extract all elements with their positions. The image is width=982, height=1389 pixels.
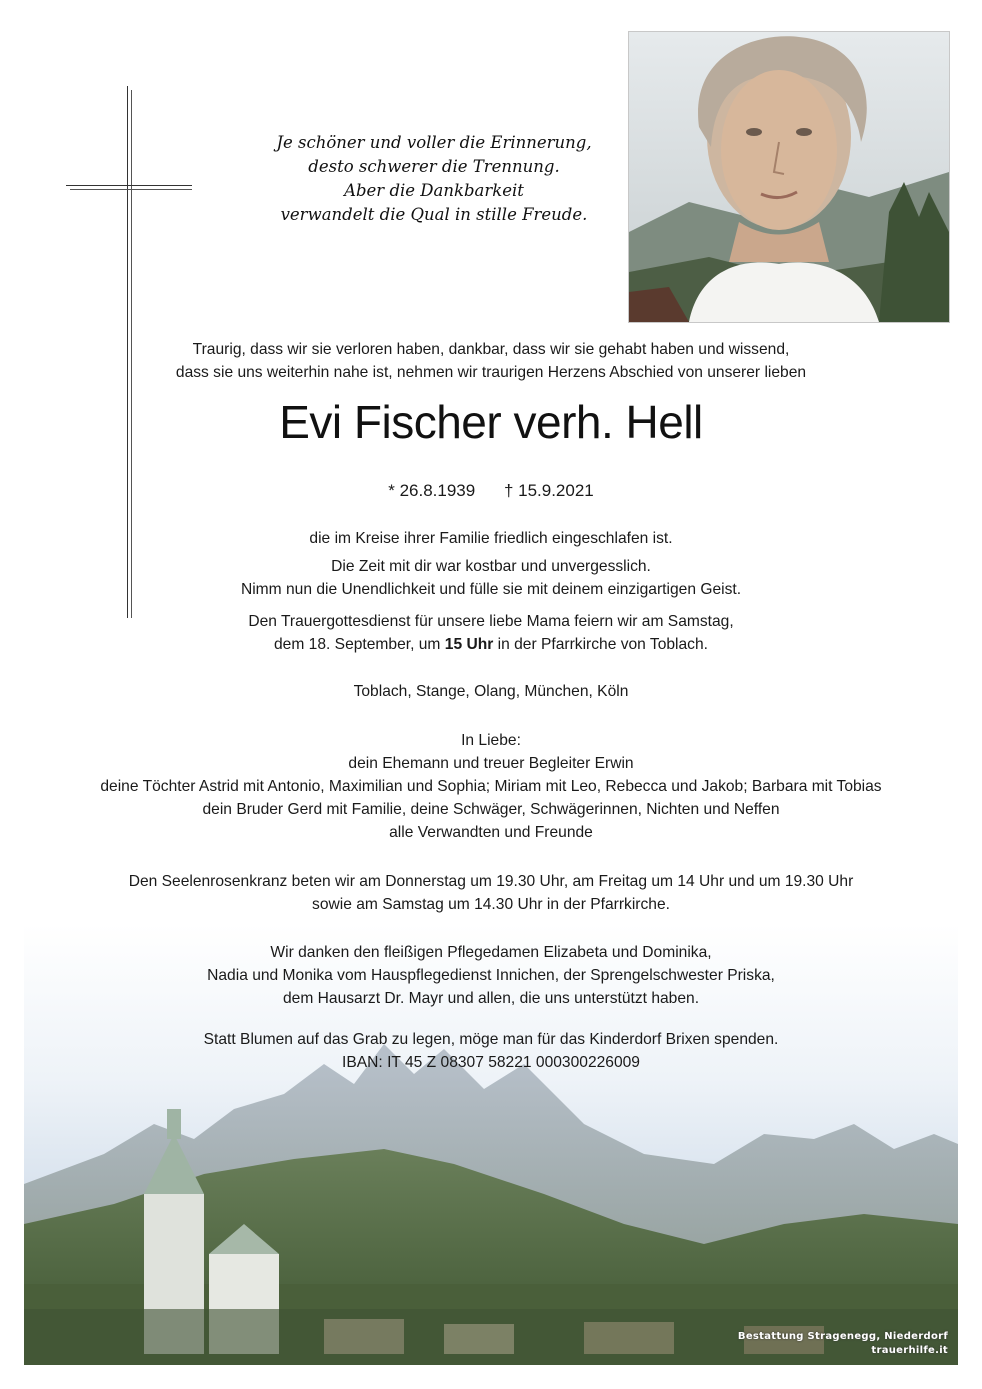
verse-text (24, 555, 958, 601)
passing-text (24, 527, 958, 550)
memorial-quote (214, 131, 654, 227)
mourners-heading: In Liebe: (461, 732, 521, 749)
iban-line: IBAN: IT 45 Z 08307 58221 000300226009 (342, 1054, 640, 1071)
mourner-line: alle Verwandten und Freunde (389, 824, 593, 841)
mourner-line: dein Bruder Gerd mit Familie, deine Schwäger, Schwägerinnen, Nichten und Neffen (202, 801, 780, 818)
thanks-line: Nadia und Monika vom Hauspflegedienst Innichen, der Sprengelschwester Priska, (207, 967, 775, 984)
portrait-photo (628, 31, 950, 323)
death-date: † 15.9.2021 (503, 481, 594, 500)
thanks-text (24, 941, 958, 1010)
mourner-line: deine Töchter Astrid mit Antonio, Maximilian und Sophia; Miriam mit Leo, Rebecca und Jakob; Barbara mit Tobias (100, 778, 882, 795)
intro-text (24, 338, 958, 384)
service-text: in der Pfarrkirche von Toblach. (493, 636, 708, 653)
intro-line: dass sie uns weiterhin nahe ist, nehmen wir traurigen Herzens Abschied von unserer lieben (175, 364, 807, 381)
cross-horizontal-line-inner (70, 189, 192, 190)
places-text (24, 680, 958, 703)
verse-line: Nimm nun die Unendlichkeit und fülle sie mit deinem einzigartigen Geist. (240, 581, 742, 598)
thanks-line: dem Hausarzt Dr. Mayr und allen, die uns unterstützt haben. (282, 990, 700, 1007)
thanks-line: Wir danken den fleißigen Pflegedamen Elizabeta und Dominika, (270, 944, 712, 961)
intro-line: Traurig, dass wir sie verloren haben, dankbar, dass wir sie gehabt haben und wissend, (192, 341, 790, 358)
cross-horizontal-line (66, 185, 192, 186)
portrait-image (629, 32, 949, 322)
donation-text (24, 1028, 958, 1074)
service-time: 15 Uhr (444, 636, 494, 653)
website-text: trauerhilfe.it (871, 1345, 948, 1356)
mourners-list (24, 729, 958, 844)
birth-date: * 26.8.1939 (388, 481, 476, 500)
quote-line: Aber die Dankbarkeit (344, 181, 524, 200)
quote-line: verwandelt die Qual in stille Freude. (280, 205, 588, 224)
places-line: Toblach, Stange, Olang, München, Köln (353, 683, 629, 700)
rosary-text (24, 870, 958, 916)
life-dates (24, 479, 958, 503)
funeral-home-name: Bestattung Stragenegg, Niederdorf (737, 1331, 948, 1342)
rosary-line: sowie am Samstag um 14.30 Uhr in der Pfarrkirche. (312, 896, 670, 913)
service-line: Den Trauergottesdienst für unsere liebe Mama feiern wir am Samstag, (248, 613, 734, 630)
quote-line: desto schwerer die Trennung. (308, 157, 560, 176)
rosary-line: Den Seelenrosenkranz beten wir am Donnerstag um 19.30 Uhr, am Freitag um 14 Uhr und um 19.30 Uhr (128, 873, 854, 890)
funeral-service-text (24, 610, 958, 656)
funeral-home-credit (738, 1330, 948, 1358)
deceased-name: Evi Fischer verh. Hell (279, 396, 703, 448)
verse-line: Die Zeit mit dir war kostbar und unvergesslich. (331, 558, 651, 575)
passed-line: die im Kreise ihrer Familie friedlich eingeschlafen ist. (309, 530, 673, 547)
quote-line: Je schöner und voller die Erinnerung, (276, 133, 592, 152)
obituary-card (24, 24, 958, 1365)
mourner-line: dein Ehemann und treuer Begleiter Erwin (348, 755, 634, 772)
service-line (24, 633, 958, 656)
donation-line: Statt Blumen auf das Grab zu legen, möge man für das Kinderdorf Brixen spenden. (203, 1031, 779, 1048)
service-text: dem 18. September, um (274, 636, 445, 653)
